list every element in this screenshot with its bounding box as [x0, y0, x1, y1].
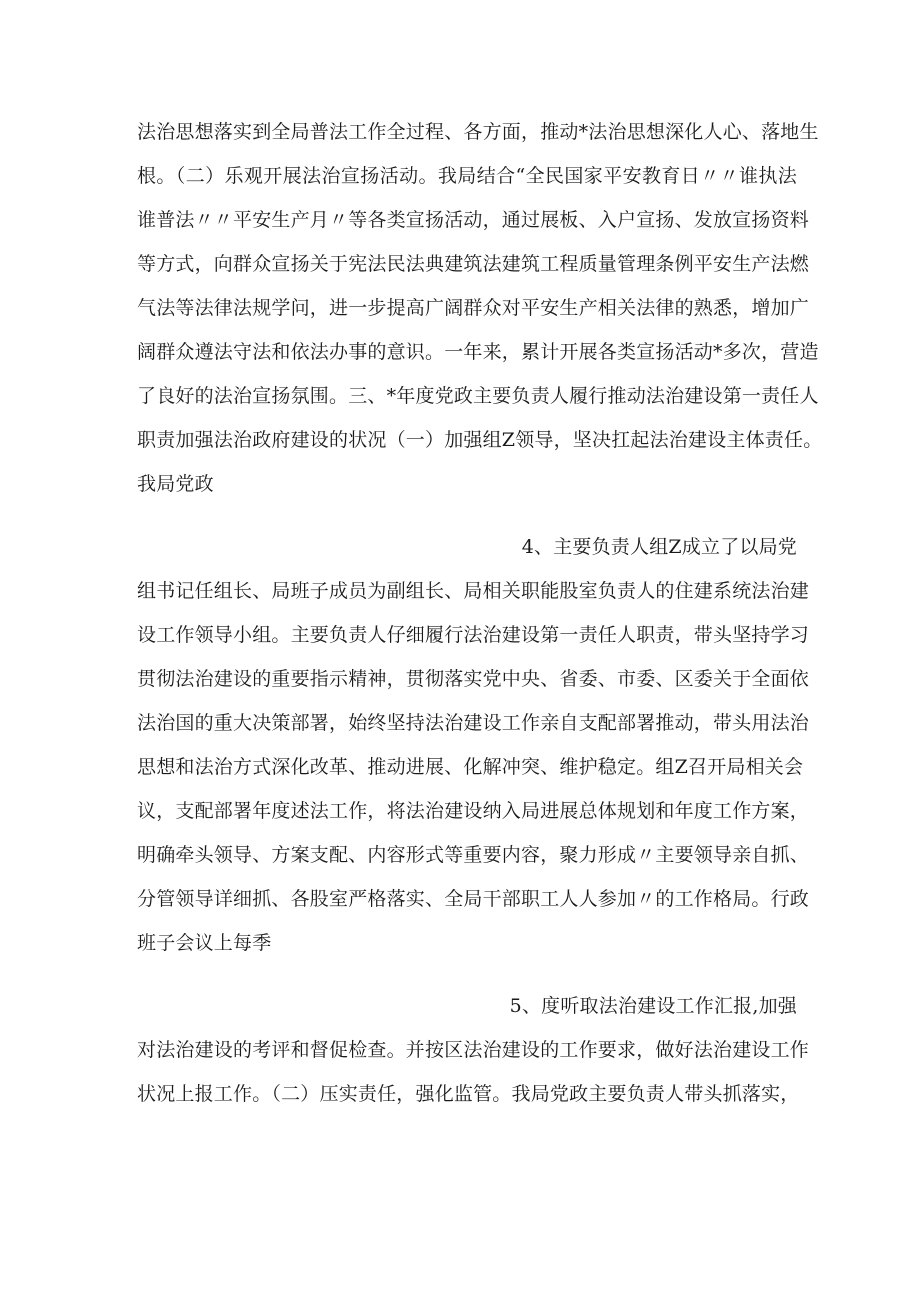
- text-line-12: 设工作领导小组。主要负责人仔细履行法治建设第一责任人职责，带头坚持学习: [137, 624, 810, 646]
- text-line-11: 组书记任组长、局班子成员为副组长、局相关职能股室负责人的住建系统法治建: [137, 580, 810, 602]
- text-line-13: 贯彻法治建设的重要指示精神，贯彻落实党中央、省委、市委、区委关于全面依: [137, 668, 810, 690]
- text-line-1: 法治思想落实到全局普法工作全过程、各方面，推动*法治思想深化人心、落地生: [137, 121, 819, 143]
- text-line-8: 职责加强法治政府建设的状况（一）加强组Z领导，坚决扛起法治建设主体责任。: [137, 429, 823, 451]
- text-line-18: 分管领导详细抓、各股室严格落实、全局干部职工人人参加〃的工作格局。行政: [137, 888, 810, 910]
- text-line-3: 谁普法〃〃平安生产月〃等各类宣扬活动，通过展板、入户宣扬、发放宣扬资料: [137, 209, 810, 231]
- text-line-16: 议，支配部署年度述法工作，将法治建设纳入局进展总体规划和年度工作方案，: [137, 800, 810, 822]
- text-line-19: 班子会议上每季: [137, 932, 272, 954]
- text-line-22: 状况上报工作。（二）压实责任，强化监管。我局党政主要负责人带头抓落实，: [137, 1083, 800, 1105]
- text-line-21: 对法治建设的考评和督促检查。并按区法治建设的工作要求，做好法治建设工作: [137, 1039, 810, 1061]
- text-line-17: 明确牵头领导、方案支配、内容形式等重要内容，聚力形成〃主要领导亲自抓、: [137, 844, 810, 866]
- numbered-paragraph-4: 4、主要负责人组Z成立了以局党: [521, 536, 797, 558]
- text-line-6: 阔群众遵法守法和依法办事的意识。一年来，累计开展各类宣扬活动*多次，营造: [137, 341, 819, 363]
- text-line-5: 气法等法律法规学问，进一步提高广阔群众对平安生产相关法律的熟悉，增加广: [137, 297, 810, 319]
- text-line-4: 等方式，向群众宣扬关于宪法民法典建筑法建筑工程质量管理条例平安生产法燃: [137, 253, 810, 275]
- numbered-paragraph-5: 5、度听取法治建设工作汇报,加强: [509, 995, 797, 1017]
- text-line-9: 我局党政: [137, 473, 214, 495]
- text-line-14: 法治国的重大决策部署，始终坚持法治建设工作亲自支配部署推动，带头用法治: [137, 712, 810, 734]
- text-line-15: 思想和法治方式深化改革、推动进展、化解冲突、维护稳定。组Z召开局相关会: [137, 756, 804, 778]
- text-line-7: 了良好的法治宣扬氛围。三、*年度党政主要负责人履行推动法治建设第一责任人: [137, 385, 819, 407]
- text-line-2: 根。（二）乐观开展法治宣扬活动。我局结合“全民国家平安教育日〃〃谁执法: [137, 165, 797, 187]
